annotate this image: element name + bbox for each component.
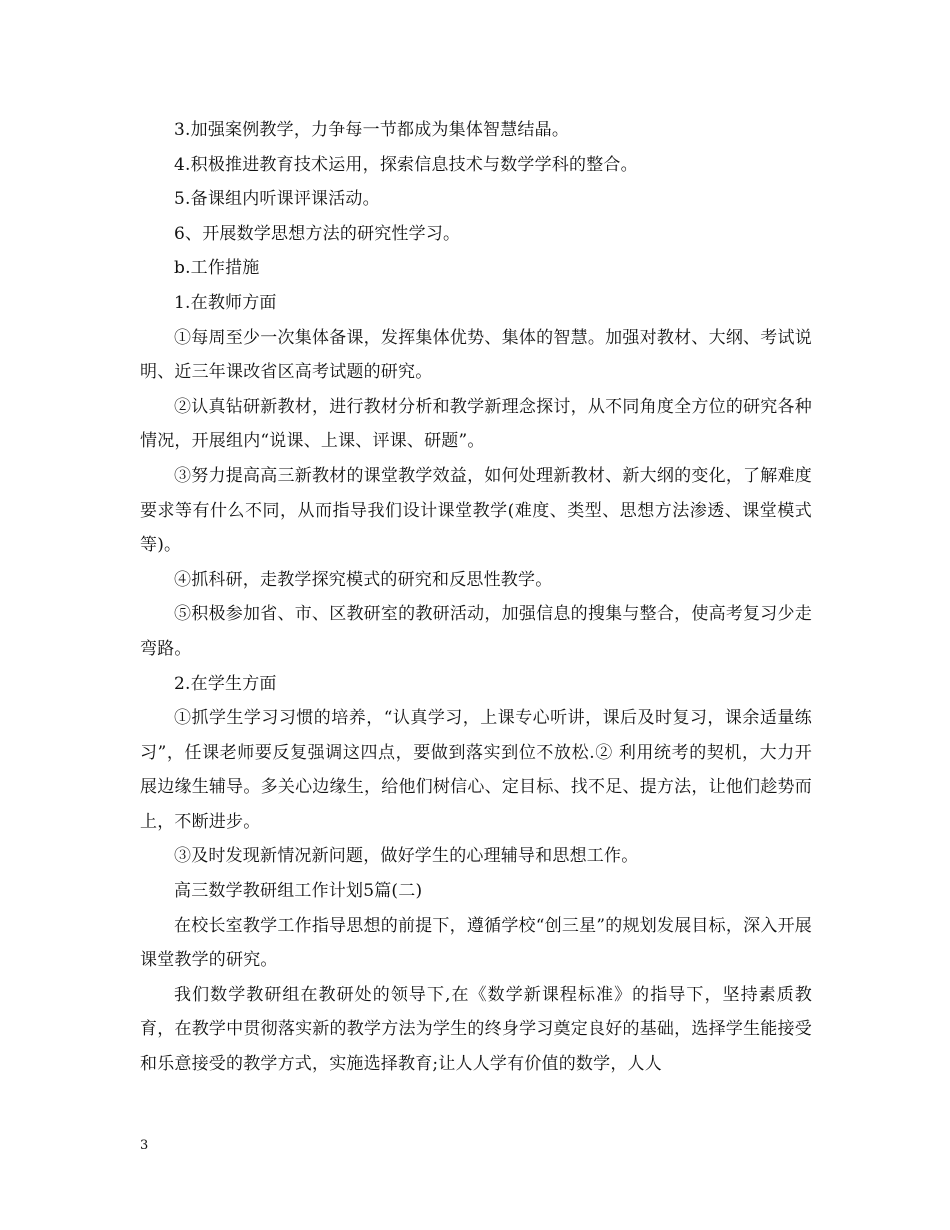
document-body	[140, 113, 812, 1082]
paragraph-teaching-research-activities: ⑤积极参加省、市、区教研室的教研活动，加强信息的搜集与整合，使高考复习少走弯路。	[140, 604, 812, 659]
paragraph-weekly-lesson-prep: ①每周至少一次集体备课，发挥集体优势、集体的智慧。加强对教材、大纲、考试说明、近三年课改省区高考试题的研究。	[140, 327, 812, 383]
subheading-student-aspect: 2.在学生方面	[174, 673, 277, 694]
paragraph-lesson-observation: 5.备课组内听课评课活动。	[174, 189, 380, 210]
paragraph-study-new-materials: ②认真钻研新教材，进行教材分析和教学新理念探讨，从不同角度全方位的研究各种情况，开展组内“说课、上课、评课、研题”。	[140, 396, 812, 452]
paragraph-research-learning: 6、开展数学思想方法的研究性学习。	[174, 223, 461, 244]
paragraph-math-curriculum: 我们数学教研组在教研处的领导下,在《数学新课程标准》的指导下，坚持素质教育，在教学中贯彻落实新的教学方法为学生的终身学习奠定良好的基础，选择学生能接受和乐意接受的教学方式，实施选择教育;让人人学有价值的数学，人人	[140, 984, 812, 1075]
section-title-plan-two: 高三数学教研组工作计划5篇(二)	[174, 881, 423, 902]
paragraph-classroom-efficiency: ③努力提高高三新教材的课堂教学效益，如何处理新教材、新大纲的变化，了解难度要求等有什么不同，从而指导我们设计课堂教学(难度、类型、思想方法渗透、课堂模式等)。	[140, 465, 812, 556]
paragraph-guiding-thought: 在校长室教学工作指导思想的前提下，遵循学校“创三星”的规划发展目标，深入开展课堂教学的研究。	[140, 915, 812, 971]
paragraph-student-guidance: ③及时发现新情况新问题，做好学生的心理辅导和思想工作。	[174, 846, 639, 867]
paragraph-research-reflection: ④抓科研，走教学探究模式的研究和反思性教学。	[174, 569, 553, 590]
paragraph-case-teaching: 3.加强案例教学，力争每一节都成为集体智慧结晶。	[174, 120, 570, 140]
section-heading-work-measures: b.工作措施	[174, 258, 260, 279]
page-number: 3	[140, 1138, 149, 1153]
paragraph-education-technology: 4.积极推进教育技术运用，探索信息技术与数学学科的整合。	[174, 154, 638, 175]
subheading-teacher-aspect: 1.在教师方面	[174, 292, 277, 313]
paragraph-study-habits: ①抓学生学习习惯的培养，“认真学习，上课专心听讲，课后及时复习，课余适量练习”，任课老师要反复强调这四点，要做到落实到位不放松.② 利用统考的契机，大力开展边缘生辅导。多关心边缘生，给他们树信心、定目标、找不足、提方法，让他们趁势而上，不断进步。	[140, 708, 812, 832]
